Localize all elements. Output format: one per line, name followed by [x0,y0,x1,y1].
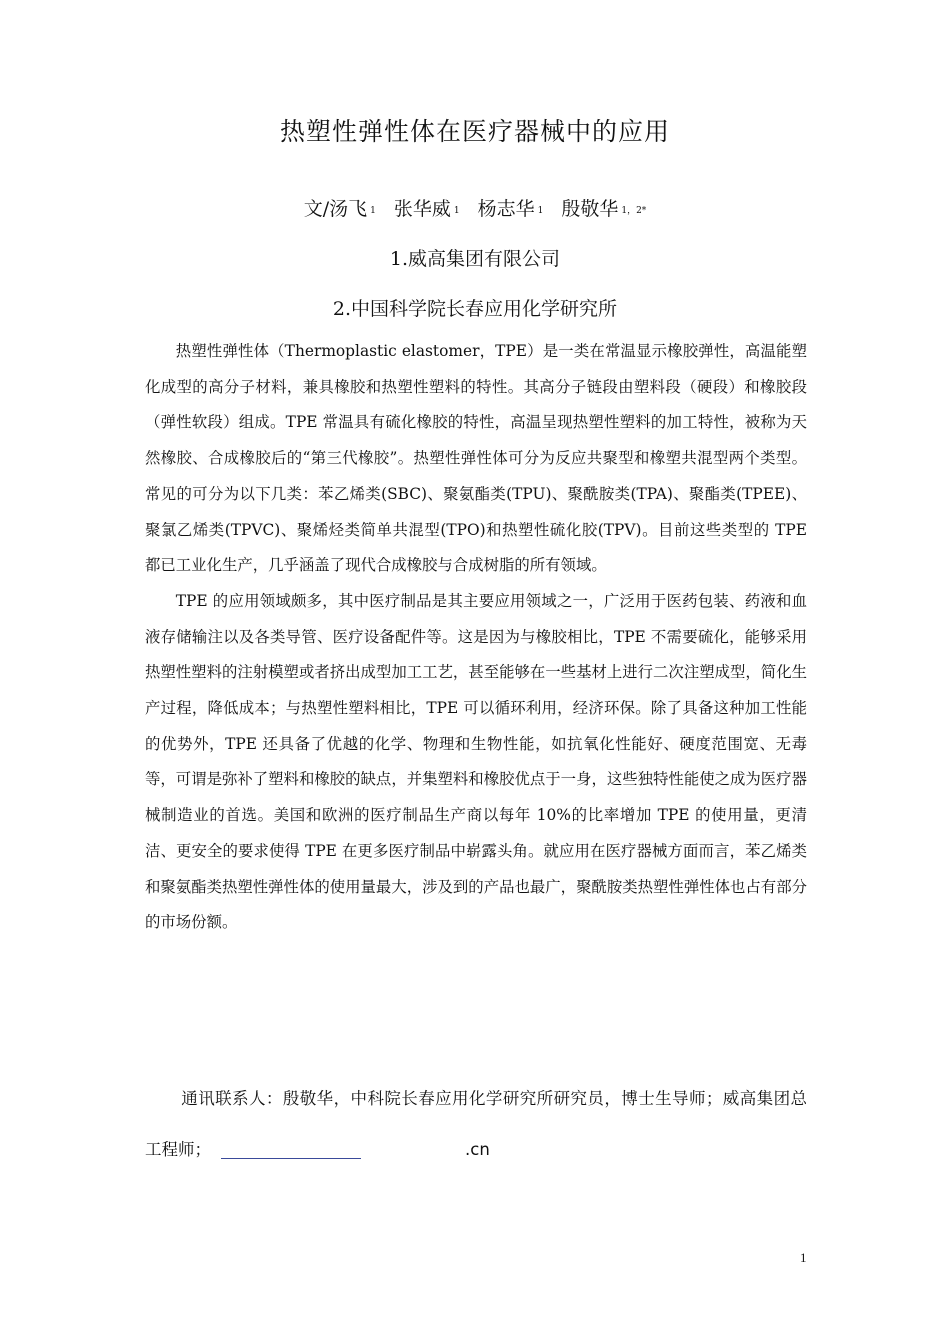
author-affil-mark: 1 [453,206,460,216]
contact-footnote [145,1073,807,1175]
author-name: 杨志华 [477,198,535,220]
author-affil-mark: 1 [537,206,544,216]
page-number: 1 [800,1250,807,1265]
author-prefix: 文/ [303,198,330,220]
author-affil-mark: 1 [370,206,376,216]
affiliation-2: 2.中国科学院长春应用化学研究所 [332,298,618,320]
email-link[interactable] [221,1142,361,1159]
email-suffix: .cn [465,1140,490,1159]
author-name: 张华威 [393,198,451,220]
paper-title: 热塑性弹性体在医疗器械中的应用 [279,117,670,146]
affiliation-1: 1.威高集团有限公司 [389,248,561,270]
body-paragraph: TPE 的应用领域颇多，其中医疗制品是其主要应用领域之一，广泛用于医药包装、药液和血液存储输注以及各类导管、医疗设备配件等。这是因为与橡胶相比，TPE 不需要硫化，能够采用热塑性塑料的注射模塑或者挤出成型加工工艺，甚至能够在一些基材上进行二次注塑成型，简化生产过程，降低成本；与热塑性塑料相比，TPE 可以循环利用，经济环保。除了具备这种加工性能的优势外，TPE 还具备了优越的化学、物理和生物性能，如抗氧化性能好、硬度范围宽、无毒等，可谓是弥补了塑料和橡胶的缺点，并集塑料和橡胶优点于一身，这些独特性能使之成为医疗器械制造业的首选。美国和欧洲的医疗制品生产商以每年 10%的比率增加 TPE 的使用量，更清洁、更安全的要求使得 TPE 在更多医疗制品中崭露头角。就应用在医疗器械方面而言，苯乙烯类和聚氨酯类热塑性弹性体的使用量最大，涉及到的产品也最广，聚酰胺类热塑性弹性体也占有部分的市场份额。 [145,591,807,932]
author-name: 汤飞 [329,198,368,220]
author-line [0,194,950,221]
contact-text: 通讯联系人：殷敬华，中科院长春应用化学研究所研究员，博士生导师；威高集团总工程师； [145,1089,807,1159]
author-affil-mark: 1，2* [621,206,647,216]
author-name: 殷敬华 [561,198,619,220]
body-paragraph: 热塑性弹性体（Thermoplastic elastomer，TPE）是一类在常温显示橡胶弹性，高温能塑化成型的高分子材料，兼具橡胶和热塑性塑料的特性。其高分子链段由塑料段（硬段）和橡胶段（弹性软段）组成。TPE 常温具有硫化橡胶的特性，高温呈现热塑性塑料的加工特性，被称为天然橡胶、合成橡胶后的“第三代橡胶”。热塑性弹性体可分为反应共聚型和橡塑共混型两个类型。常见的可分为以下几类：苯乙烯类(SBC)、聚氨酯类(TPU)、聚酰胺类(TPA)、聚酯类(TPEE)、聚氯乙烯类(TPVC)、聚烯烃类简单共混型(TPO)和热塑性硫化胶(TPV)。目前这些类型的 TPE 都已工业化生产，几乎涵盖了现代合成橡胶与合成树脂的所有领域。 [145,342,807,575]
article-body [145,334,807,941]
